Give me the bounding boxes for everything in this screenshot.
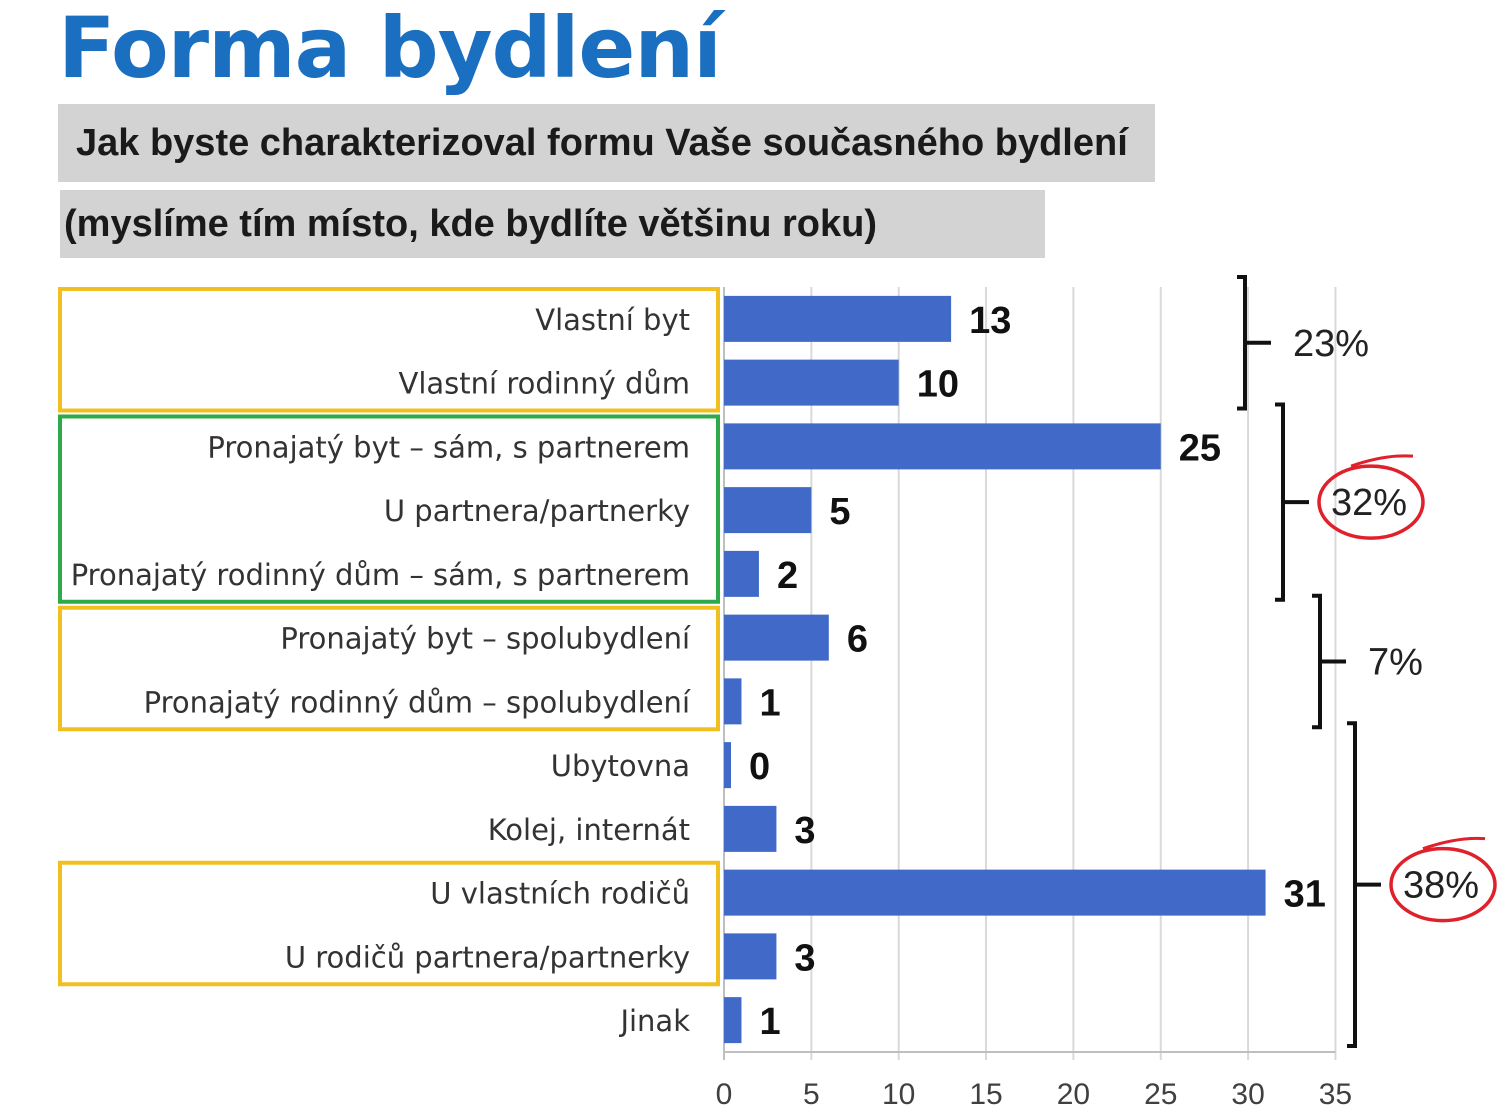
x-tick-label: 20	[1056, 1078, 1091, 1111]
group-percent: 7%	[1368, 641, 1423, 684]
category-label: Pronajatý byt – sám, s partnerem	[207, 430, 690, 465]
bar	[724, 360, 899, 406]
circle-highlight-tail	[1351, 456, 1413, 466]
group-bracket	[1347, 723, 1381, 1046]
group-percent: 38%	[1403, 864, 1480, 907]
x-tick-label: 25	[1144, 1078, 1178, 1111]
value-label: 5	[829, 491, 851, 534]
x-tick-label: 35	[1318, 1078, 1353, 1111]
x-tick-label: 5	[803, 1078, 820, 1111]
x-tick-label: 15	[969, 1078, 1003, 1111]
category-label: Pronajatý byt – spolubydlení	[280, 621, 690, 656]
value-label: 3	[794, 809, 816, 852]
circle-highlight-tail	[1423, 838, 1485, 848]
category-label: Pronajatý rodinný dům – spolubydlení	[143, 685, 690, 720]
value-label: 25	[1178, 427, 1222, 470]
value-label: 31	[1283, 873, 1326, 916]
category-label: U partnera/partnerky	[383, 494, 690, 529]
bar	[724, 933, 776, 979]
value-label: 6	[846, 618, 868, 661]
x-tick-label: 10	[882, 1078, 916, 1111]
bar	[724, 296, 951, 342]
value-label: 0	[749, 746, 771, 789]
bar	[724, 423, 1161, 469]
group-bracket	[1237, 277, 1271, 409]
question-line-2: (myslíme tím místo, kde bydlíte většinu roku)	[60, 190, 1045, 258]
bar	[724, 997, 741, 1043]
category-label: U vlastních rodičů	[430, 876, 690, 911]
category-label: Kolej, internát	[487, 812, 690, 847]
bar	[724, 742, 731, 788]
category-label: U rodičů partnera/partnerky	[284, 940, 690, 975]
group-percent: 32%	[1331, 482, 1408, 525]
value-label: 1	[759, 682, 781, 725]
group-bracket	[1312, 596, 1346, 728]
x-tick-label: 30	[1231, 1078, 1265, 1111]
value-label: 10	[916, 363, 959, 406]
category-label: Ubytovna	[550, 749, 690, 784]
group-bracket	[1275, 405, 1309, 600]
page-title: Forma bydlení	[58, 0, 721, 97]
category-label: Jinak	[620, 1004, 690, 1039]
category-label: Pronajatý rodinný dům – sám, s partnerem	[70, 557, 690, 592]
bar	[724, 551, 759, 597]
bar	[724, 615, 829, 661]
bar	[724, 678, 741, 724]
group-percent: 23%	[1293, 322, 1370, 365]
question-line-1: Jak byste charakterizoval formu Vaše současného bydlení	[58, 104, 1155, 182]
value-label: 2	[776, 554, 799, 597]
value-label: 1	[759, 1001, 781, 1044]
x-tick-label: 0	[715, 1078, 733, 1111]
bar	[724, 487, 811, 533]
category-label: Vlastní rodinný dům	[398, 366, 690, 401]
value-label: 3	[794, 937, 816, 980]
bar	[724, 870, 1266, 916]
value-label: 13	[969, 299, 1012, 342]
category-label: Vlastní byt	[535, 302, 690, 337]
bar	[724, 806, 776, 852]
